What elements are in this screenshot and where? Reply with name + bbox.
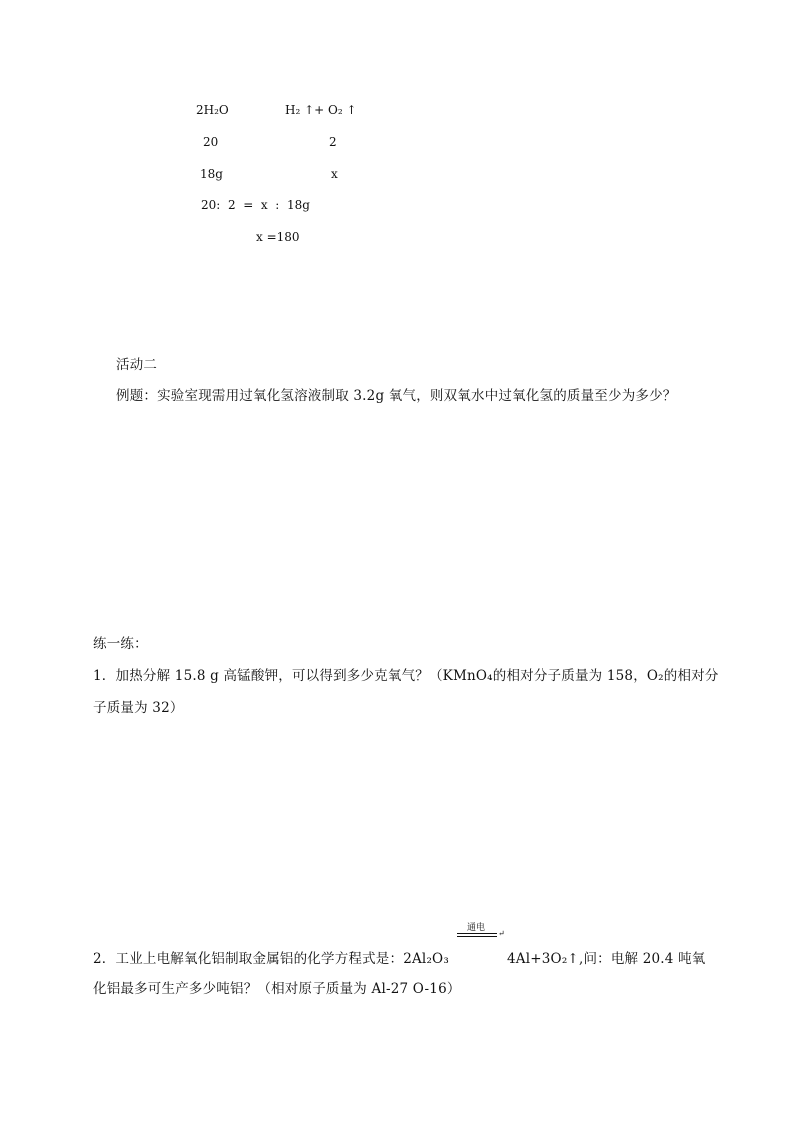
- paragraph-mark-icon: ↵: [498, 929, 505, 938]
- question-2-line2: 化铝最多可生产多少吨铝？（相对原子质量为 Al-27 O-16）: [93, 981, 461, 997]
- activity2-heading: 活动二: [116, 357, 158, 373]
- calc-ratio: 20: 2 = x : 18g: [201, 198, 310, 212]
- reaction-arrow-line-bottom: [457, 936, 497, 937]
- calc-row2-right: x: [331, 167, 338, 181]
- question-2-line1-a: 2．工业上电解氧化铝制取金属铝的化学方程式是：2Al₂O₃: [93, 951, 449, 967]
- question-1-line1: 1．加热分解 15.8 g 高锰酸钾，可以得到多少克氧气？（KMnO₄的相对分子质量为 158，O₂的相对分: [93, 668, 719, 684]
- equation-right: H₂ ↑+ O₂ ↑: [285, 103, 357, 117]
- equation-left: 2H₂O: [196, 103, 229, 117]
- calc-row2-left: 18g: [200, 167, 223, 181]
- reaction-condition: 通电: [467, 923, 486, 933]
- question-1-line2: 子质量为 32）: [93, 700, 184, 716]
- calc-row1-right: 2: [329, 135, 337, 149]
- question-2-line1-b: 4Al+3O₂↑,问：电解 20.4 吨氧: [507, 951, 706, 967]
- reaction-arrow-line-top: [457, 933, 497, 934]
- calc-row1-left: 20: [203, 135, 219, 149]
- practice-heading: 练一练：: [93, 636, 148, 652]
- activity2-example: 例题：实验室现需用过氧化氢溶液制取 3.2g 氧气，则双氧水中过氧化氢的质量至少为多少？: [116, 388, 677, 404]
- calc-result: x =180: [256, 230, 300, 244]
